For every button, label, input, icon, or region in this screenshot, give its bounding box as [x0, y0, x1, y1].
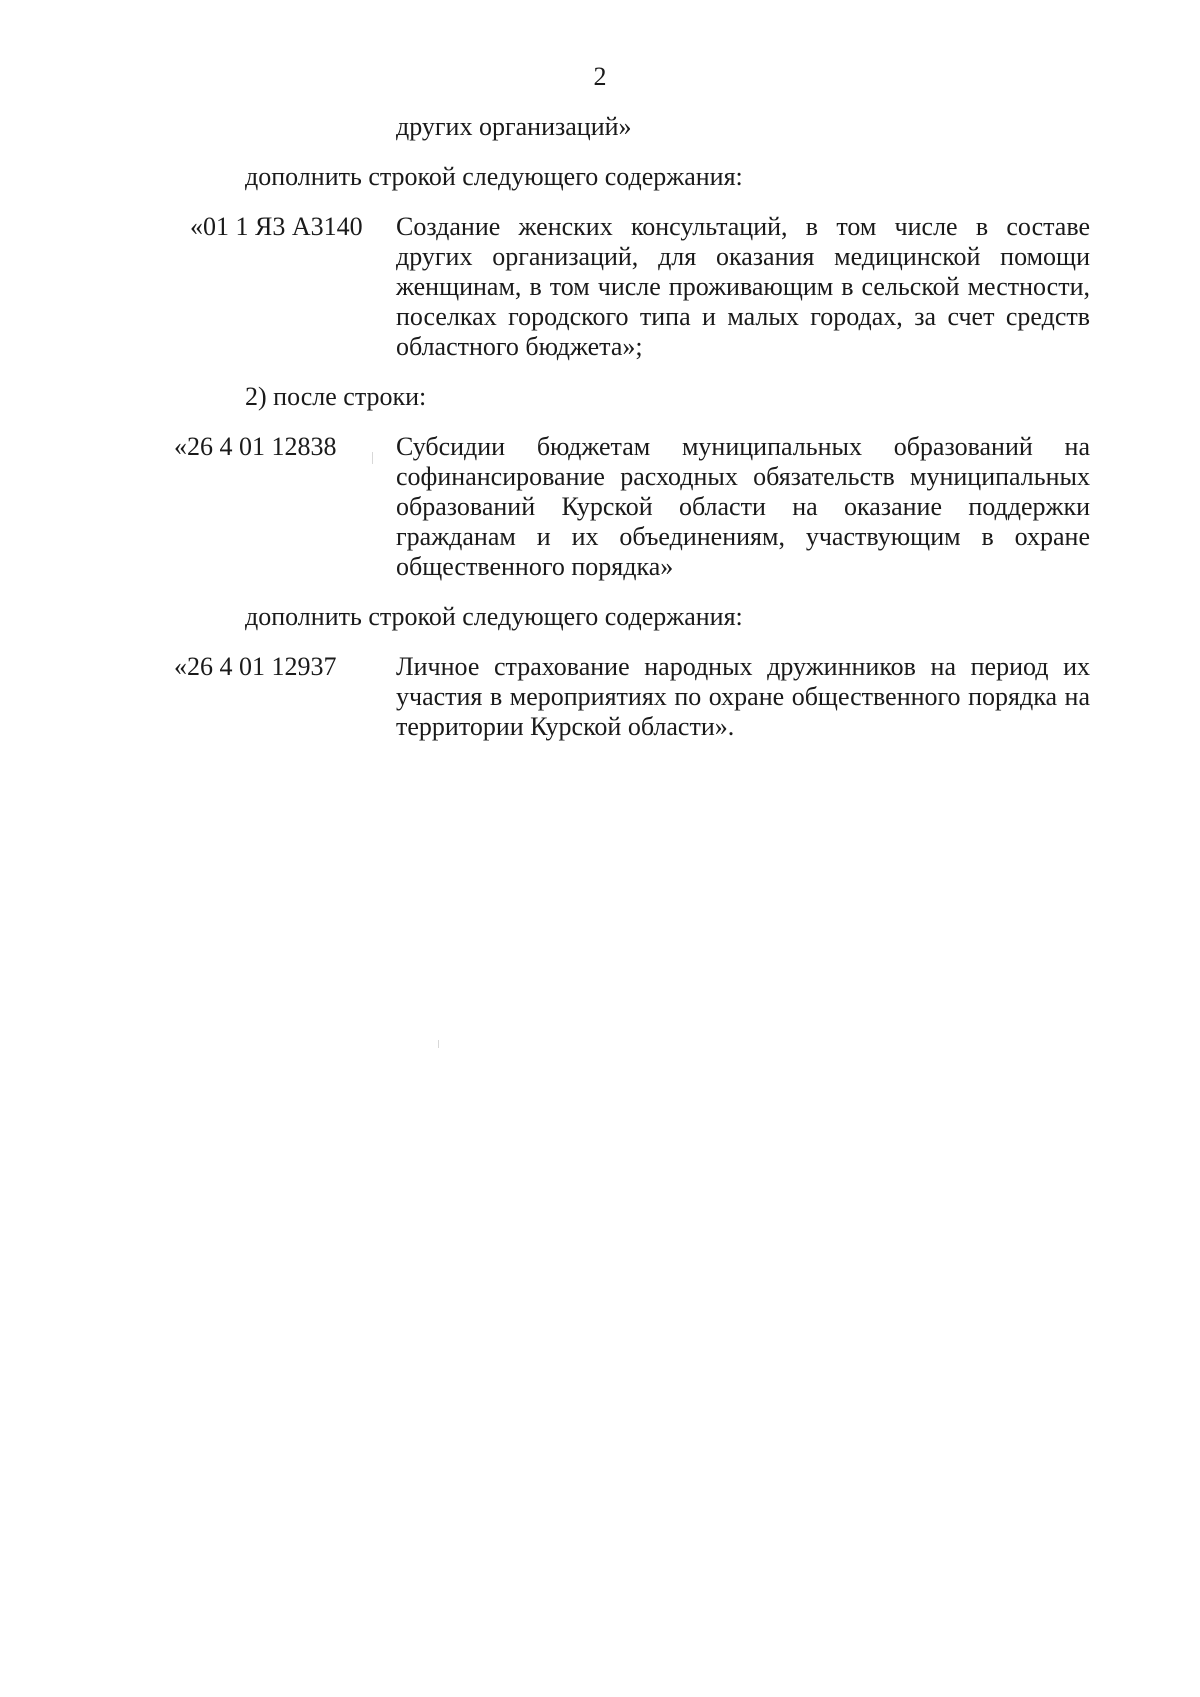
scan-artifact-mark — [372, 452, 373, 464]
budget-entry-3 — [0, 652, 1200, 742]
budget-entry-1 — [0, 212, 1200, 362]
page-number: 2 — [593, 62, 607, 91]
budget-entry-description: Личное страхование народных дружинников на период их участия в мероприятиях по охране общественного порядка на территории Курской области». — [396, 652, 1090, 741]
supplement-instruction-1: дополнить строкой следующего содержания: — [245, 162, 743, 191]
supplement-instruction-2: дополнить строкой следующего содержания: — [245, 602, 743, 631]
budget-entry-code: «26 4 01 12937 — [174, 652, 337, 681]
budget-entry-2 — [0, 432, 1200, 582]
continuation-text: других организаций» — [396, 112, 632, 141]
budget-entry-description: Субсидии бюджетам муниципальных образований на софинансирование расходных обязательств муниципальных образований Курской области на оказание поддержки гражданам и их объединениям, участвующим в охране общественного порядка» — [396, 432, 1090, 581]
budget-entry-code: «26 4 01 12838 — [174, 432, 337, 461]
item-2-heading: 2) после строки: — [245, 382, 427, 411]
document-body — [0, 112, 1200, 762]
budget-entry-code: «01 1 Я3 А3140 — [190, 212, 363, 241]
scan-artifact-mark — [438, 1040, 439, 1048]
budget-entry-description: Создание женских консультаций, в том числе в составе других организаций, для оказания медицинской помощи женщинам, в том числе проживающим в сельской местности, поселках городского типа и малых городах, за счет средств областного бюджета»; — [396, 212, 1090, 361]
